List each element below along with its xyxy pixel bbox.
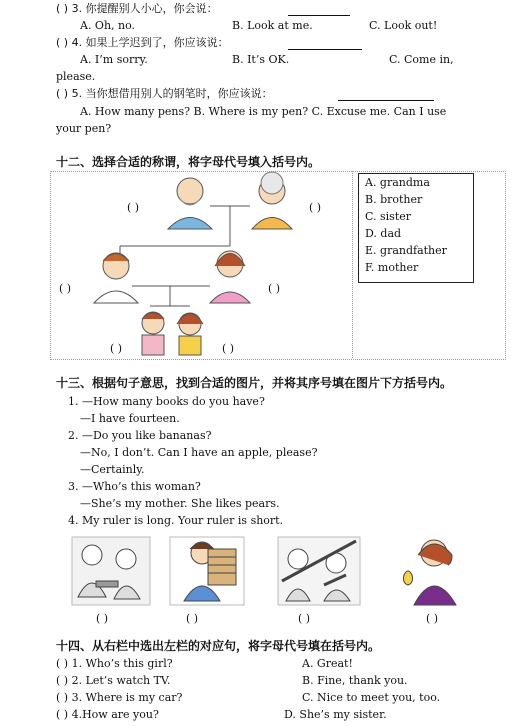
s13-line-6: 3. —Who’s this woman? — [68, 480, 201, 493]
s14-left-2: ( ) 2. Let’s watch TV. — [56, 674, 171, 687]
s13-line-3: 2. —Do you like bananas? — [68, 429, 212, 442]
s13-line-7: —She’s my mother. She likes pears. — [80, 497, 280, 510]
s13-line-8: 4. My ruler is long. Your ruler is short. — [68, 514, 284, 527]
section-12-title: 十二、选择合适的称谓，将字母代号填入括号内。 — [56, 155, 321, 169]
mother-figure — [210, 251, 250, 303]
s14-left-4: ( ) 4.How are you? — [56, 708, 159, 721]
q3-option-a: A. Oh, no. — [80, 19, 136, 32]
q5-stem: ( ) 5. 当你想借用别人的钢笔时，你应该说： — [56, 87, 273, 100]
grandfather-answer[interactable]: ( ) — [127, 201, 140, 214]
section-13-title: 十三、根据句子意思，找到合适的图片，并将其序号填在图片下方括号内。 — [56, 376, 453, 390]
s14-right-a: A. Great! — [302, 657, 353, 670]
brother-answer[interactable]: ( ) — [110, 342, 123, 355]
s13-line-5: —Certainly. — [80, 463, 145, 476]
picture-books-kids — [70, 535, 152, 607]
mother-answer[interactable]: ( ) — [268, 282, 281, 295]
option-b: B. brother — [365, 193, 423, 206]
q4-answer-blank[interactable] — [288, 39, 362, 50]
picture-rulers — [276, 535, 362, 607]
family-tree-illustration — [50, 171, 352, 358]
s14-right-d: D. She’s my sister. — [284, 708, 387, 721]
s14-right-c: C. Nice to meet you, too. — [302, 691, 441, 704]
option-d: D. dad — [365, 227, 402, 240]
s14-left-1: ( ) 1. Who’s this girl? — [56, 657, 173, 670]
option-e: E. grandfather — [365, 244, 447, 257]
sister-figure — [177, 313, 203, 355]
s14-right-b: B. Fine, thank you. — [302, 674, 408, 687]
q4-option-b: B. It’s OK. — [232, 53, 290, 66]
relation-options-box — [358, 173, 474, 283]
picture-3-answer[interactable]: ( ) — [298, 612, 311, 625]
picture-4-answer[interactable]: ( ) — [426, 612, 439, 625]
s13-line-1: 1. —How many books do you have? — [68, 395, 265, 408]
q4-option-a: A. I’m sorry. — [80, 53, 148, 66]
brother-figure — [142, 312, 164, 355]
s14-left-3: ( ) 3. Where is my car? — [56, 691, 183, 704]
picture-stack-of-books — [168, 535, 246, 607]
picture-1-answer[interactable]: ( ) — [96, 612, 109, 625]
grandmother-figure — [252, 172, 292, 229]
option-a: A. grandma — [365, 176, 430, 189]
dad-figure — [94, 253, 138, 303]
q5-options: A. How many pens? B. Where is my pen? C. Excuse me. Can I use — [80, 105, 447, 118]
q4-stem: ( ) 4. 如果上学迟到了，你应该说： — [56, 36, 229, 49]
grandmother-answer[interactable]: ( ) — [309, 201, 322, 214]
option-c: C. sister — [365, 210, 412, 223]
q3-stem: ( ) 3. 你提醒别人小心，你会说： — [56, 2, 218, 15]
q4-continuation: please. — [56, 70, 96, 83]
section-14-title: 十四、从右栏中选出左栏的对应句，将字母代号填在括号内。 — [56, 639, 381, 653]
q4-option-c: C. Come in, — [389, 53, 454, 66]
q3-option-b: B. Look at me. — [232, 19, 313, 32]
grandfather-figure — [168, 178, 212, 229]
dad-answer[interactable]: ( ) — [59, 282, 72, 295]
picture-mother-with-pear — [392, 533, 474, 607]
option-f: F. mother — [365, 261, 419, 274]
s13-line-2: —I have fourteen. — [80, 412, 180, 425]
picture-2-answer[interactable]: ( ) — [186, 612, 199, 625]
q3-option-c: C. Look out! — [369, 19, 438, 32]
sister-answer[interactable]: ( ) — [222, 342, 235, 355]
q5-continuation: your pen? — [56, 122, 112, 135]
s13-line-4: —No, I don’t. Can I have an apple, please? — [80, 446, 318, 459]
family-tree-divider — [352, 171, 353, 358]
q5-answer-blank[interactable] — [338, 90, 434, 101]
q3-answer-blank[interactable] — [288, 5, 350, 16]
